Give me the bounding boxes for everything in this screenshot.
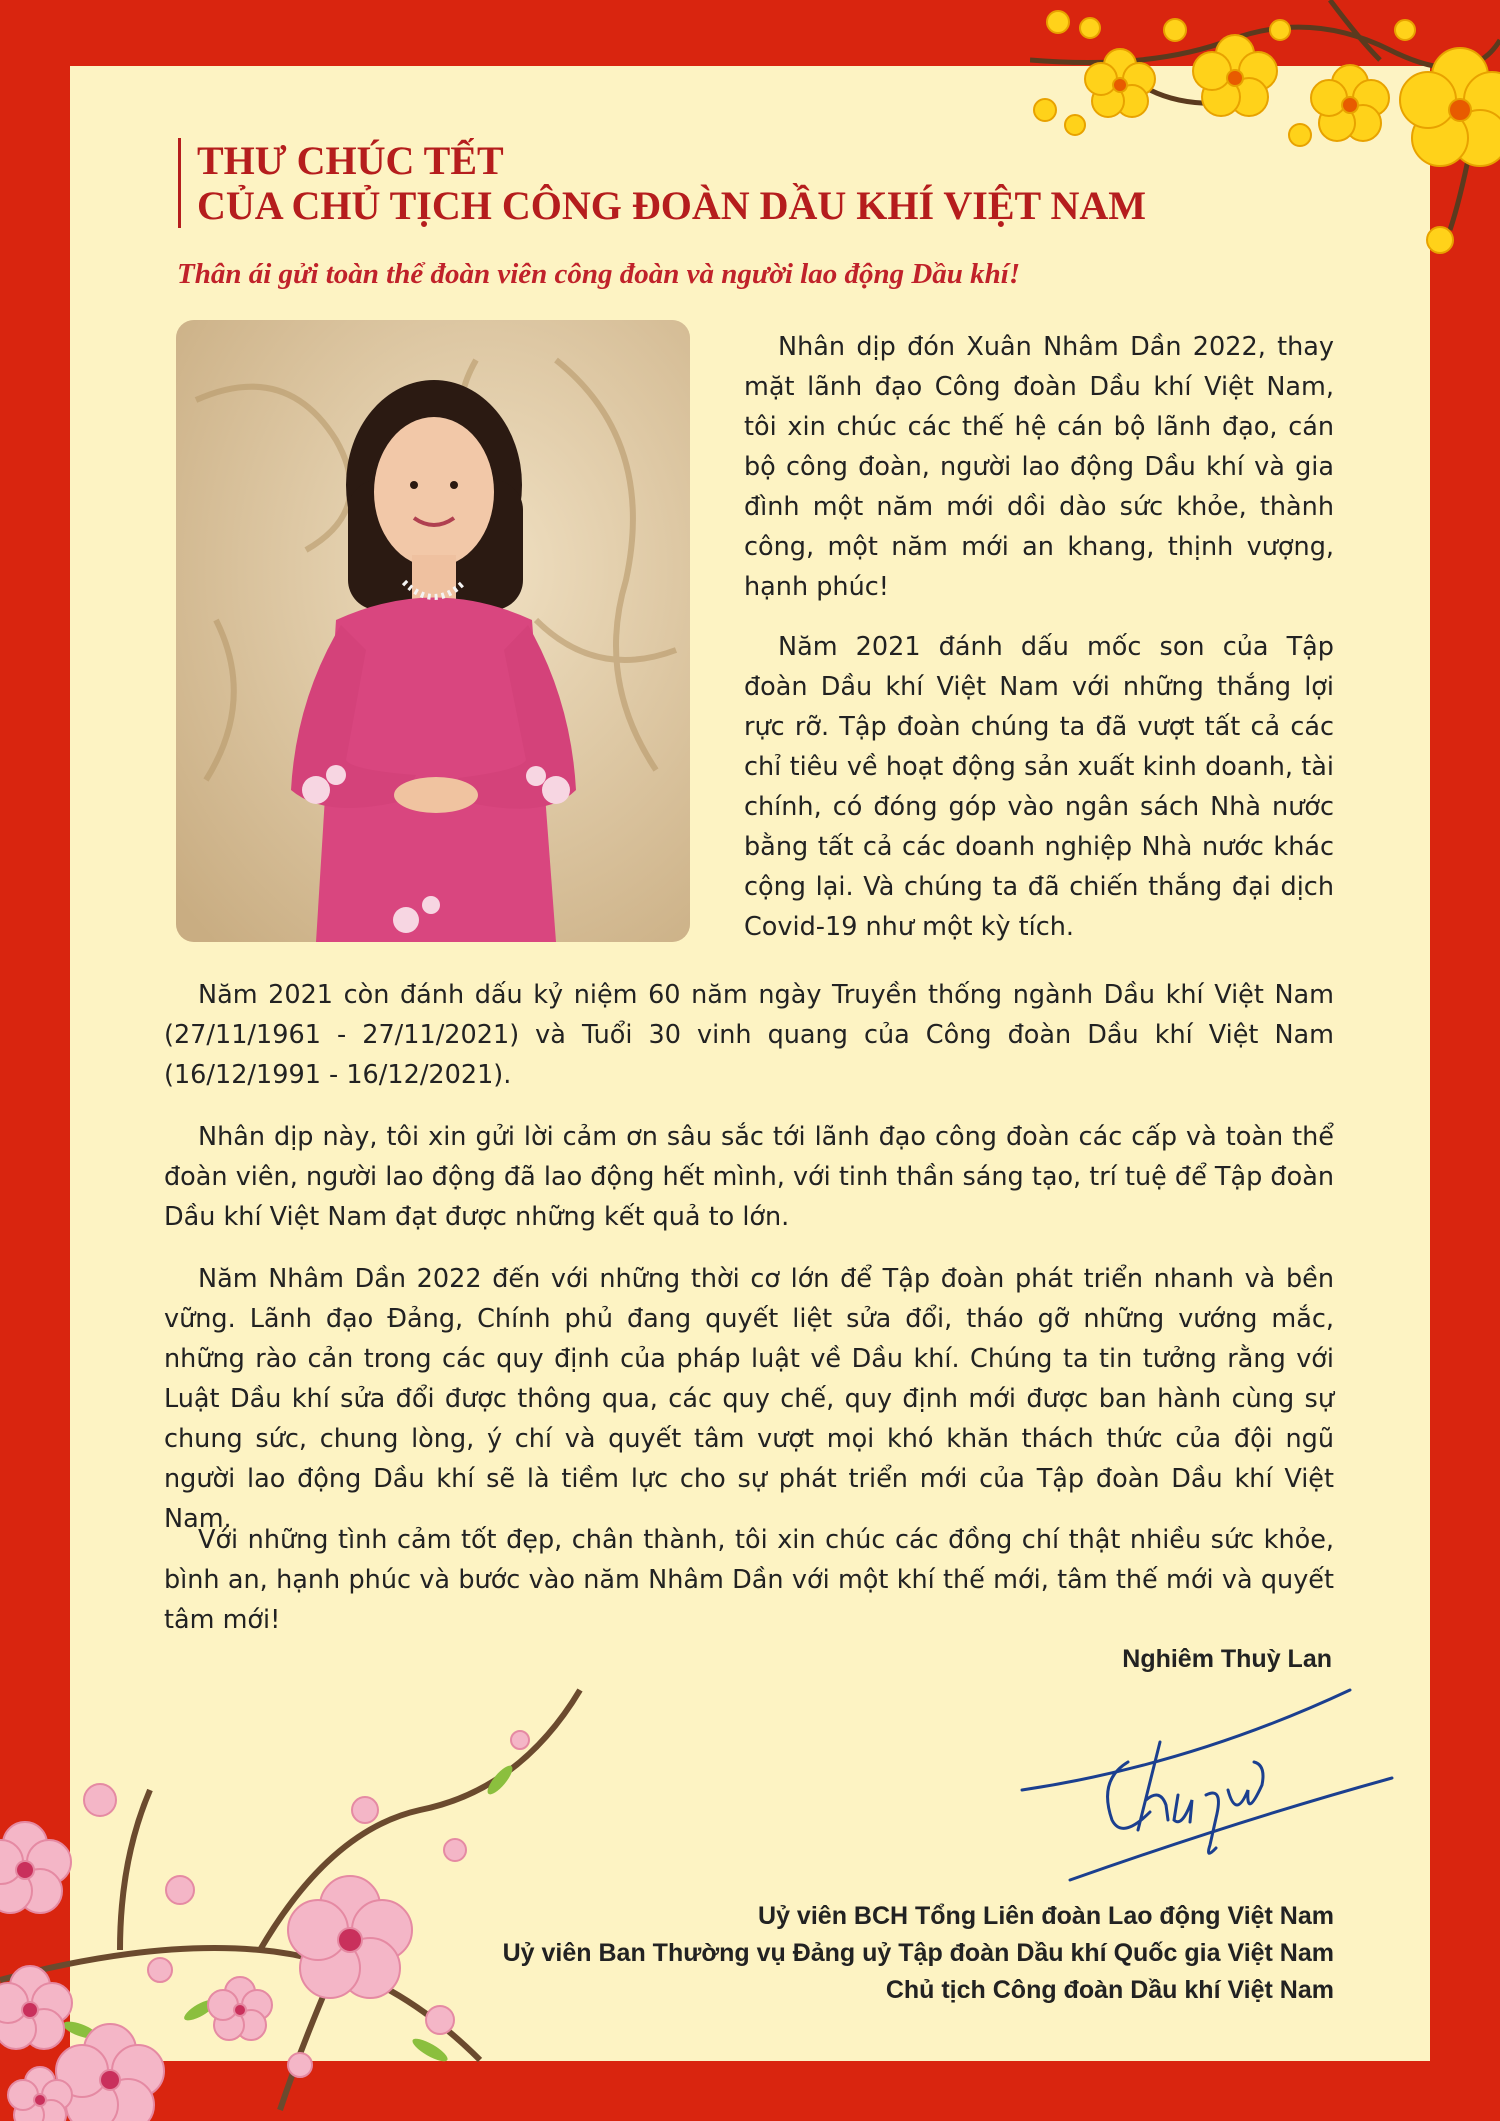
peach-blossom-icon (0, 1680, 600, 2121)
paragraph-5: Năm Nhâm Dần 2022 đến với những thời cơ lớn để Tập đoàn phát triển nhanh và bền vững. Lãnh đạo Đảng, Chính phủ đang quyết liệt sửa đổi, tháo gỡ những vướng mắc, những rào cản trong các quy định của pháp luật về Dầu khí. Chúng ta tin tưởng rằng với Luật Dầu khí sửa đổi được thông qua, các quy chế, quy định mới được ban hành cùng sự chung sức, chung lòng, ý chí và quyết tâm vượt mọi khó khăn thách thức của đội ngũ người lao động Dầu khí sẽ là tiềm lực cho sự phát triển mới của Tập đoàn Dầu khí Việt Nam. (164, 1264, 1334, 1534)
title-line-2: CỦA CHỦ TỊCH CÔNG ĐOÀN DẦU KHÍ VIỆT NAM (197, 183, 1146, 228)
handwritten-signature (1010, 1670, 1410, 1900)
greeting: Thân ái gửi toàn thể đoàn viên công đoàn và người lao động Dầu khí! (177, 258, 1021, 290)
paragraph-3-block (164, 975, 1334, 1095)
title-line-1: THƯ CHÚC TẾT (197, 138, 504, 183)
signer-name: Nghiêm Thuỳ Lan (1122, 1645, 1332, 1673)
signer-title-3: Chủ tịch Công đoàn Dầu khí Việt Nam (885, 1976, 1334, 2004)
paragraph-3: Năm 2021 còn đánh dấu kỷ niệm 60 năm ngày Truyền thống ngành Dầu khí Việt Nam (27/11/1961 - 27/11/2021) và Tuổi 30 vinh quang của Công đoàn Dầu khí Việt Nam (16/12/1991 - 16/12/2021). (164, 980, 1334, 1090)
paragraph-2: Năm 2021 đánh dấu mốc son của Tập đoàn Dầu khí Việt Nam với những thắng lợi rực rỡ. Tập đoàn chúng ta đã vượt tất cả các chỉ tiêu về hoạt động sản xuất kinh doanh, tài chính, có đóng góp vào ngân sách Nhà nước bằng tất cả các doanh nghiệp Nhà nước khác cộng lại. Và chúng ta đã chiến thắng đại dịch Covid-19 như một kỳ tích. (744, 632, 1334, 942)
apricot-blossom-icon (1030, 0, 1500, 270)
signer-title-2: Uỷ viên Ban Thường vụ Đảng uỷ Tập đoàn Dầu khí Quốc gia Việt Nam (502, 1939, 1334, 1967)
paragraph-4-block (164, 1117, 1334, 1237)
signer-titles (503, 1898, 1334, 2009)
paragraph-6-block (164, 1520, 1334, 1640)
right-column-text (744, 327, 1334, 967)
paragraph-4: Nhân dịp này, tôi xin gửi lời cảm ơn sâu sắc tới lãnh đạo công đoàn các cấp và toàn thể đoàn viên, người lao động đã lao động hết mình, với tinh thần sáng tạo, trí tuệ để Tập đoàn Dầu khí Việt Nam đạt được những kết quả to lớn. (164, 1122, 1334, 1232)
portrait-photo (176, 320, 690, 942)
paragraph-1: Nhân dịp đón Xuân Nhâm Dần 2022, thay mặt lãnh đạo Công đoàn Dầu khí Việt Nam, tôi xin chúc các thế hệ cán bộ lãnh đạo, cán bộ công đoàn, người lao động Dầu khí và gia đình một năm mới dồi dào sức khỏe, thành công, một năm mới an khang, thịnh vượng, hạnh phúc! (744, 332, 1334, 602)
signer-title-1: Uỷ viên BCH Tổng Liên đoàn Lao động Việt Nam (758, 1902, 1334, 1930)
letter-title (178, 138, 1146, 228)
paragraph-6: Với những tình cảm tốt đẹp, chân thành, tôi xin chúc các đồng chí thật nhiều sức khỏe, bình an, hạnh phúc và bước vào năm Nhâm Dần với một khí thế mới, tâm thế mới và quyết tâm mới! (164, 1525, 1334, 1635)
paragraph-5-block (164, 1259, 1334, 1539)
